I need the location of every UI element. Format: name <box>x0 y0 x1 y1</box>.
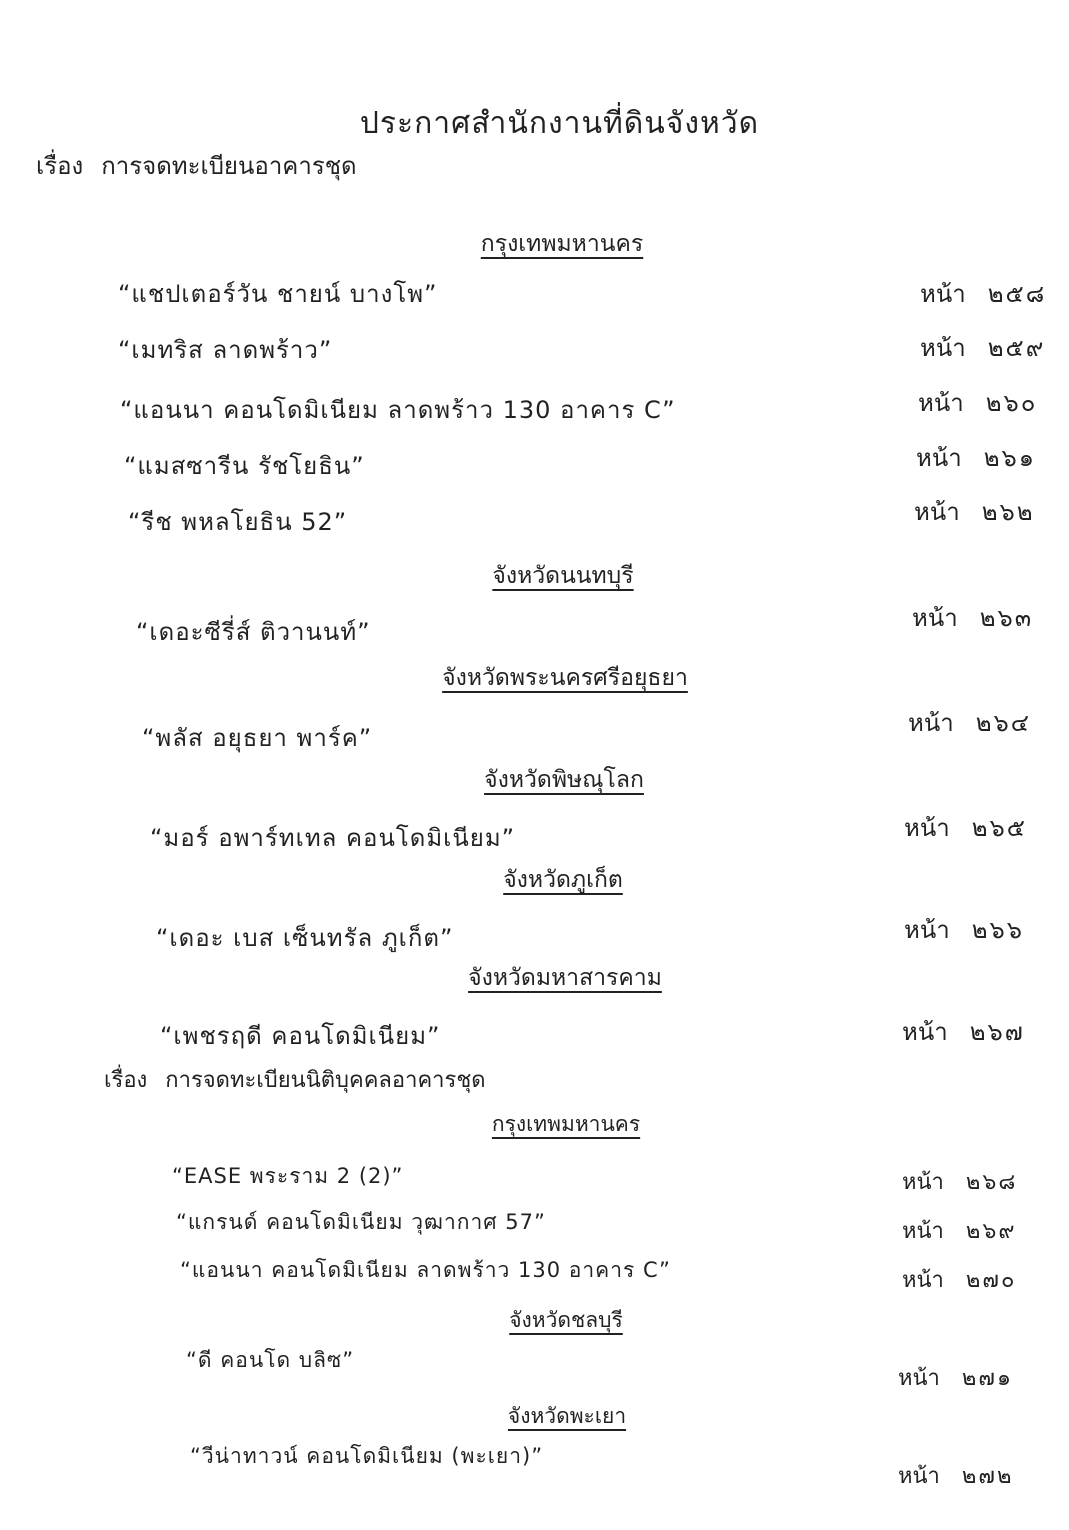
page-reference <box>902 1012 1025 1051</box>
page-word: หน้า <box>898 1464 940 1489</box>
page-number: ๒๗๐ <box>965 1268 1017 1293</box>
page-number: ๒๖๕ <box>971 814 1027 842</box>
province-heading: จังหวัดพระนครศรีอยุธยา <box>442 665 688 691</box>
page-reference <box>918 383 1037 422</box>
page-number: ๒๕๘ <box>987 280 1047 308</box>
entry-name: “พลัส อยุธยา พาร์ค” <box>142 724 373 752</box>
page-number: ๒๖๘ <box>965 1170 1018 1195</box>
entry-name: “แอนนา คอนโดมิเนียม ลาดพร้าว 130 อาคาร C” <box>120 396 676 424</box>
page-word: หน้า <box>902 1219 944 1244</box>
page-word: หน้า <box>912 604 958 632</box>
page-reference <box>904 808 1027 847</box>
page-number: ๒๖๔ <box>975 709 1031 737</box>
entry-name: “แกรนด์ คอนโดมิเนียม วุฒากาศ 57” <box>176 1210 546 1234</box>
entry-name: “ดี คอนโด บลิซ” <box>186 1348 355 1372</box>
page-word: หน้า <box>902 1268 944 1293</box>
province-heading: จังหวัดภูเก็ต <box>503 867 623 893</box>
page-reference <box>916 438 1036 477</box>
page-reference <box>902 1164 1017 1199</box>
province-heading: จังหวัดชลบุรี <box>509 1308 623 1332</box>
entry-name: “รีช พหลโยธิน 52” <box>128 508 348 536</box>
page-number: ๒๖๓ <box>979 604 1034 632</box>
page-number: ๒๗๒ <box>961 1464 1014 1489</box>
page-reference <box>914 492 1035 531</box>
page-word: หน้า <box>902 1018 948 1046</box>
page-word: หน้า <box>902 1170 944 1195</box>
page-number: ๒๖๒ <box>981 498 1035 526</box>
page-reference <box>912 598 1033 637</box>
page-word: หน้า <box>898 1366 940 1391</box>
page-word: หน้า <box>908 709 954 737</box>
province-heading: จังหวัดมหาสารคาม <box>468 965 662 991</box>
province-heading: จังหวัดพิษณุโลก <box>484 767 644 793</box>
entry-name: “แชปเตอร์วัน ชายน์ บางโพ” <box>118 280 438 308</box>
page-word: หน้า <box>920 280 966 308</box>
entry-name: “มอร์ อพาร์ทเทล คอนโดมิเนียม” <box>150 824 516 852</box>
subject-text: การจดทะเบียนนิติบุคคลอาคารชุด <box>165 1068 486 1093</box>
page-word: หน้า <box>918 389 964 417</box>
entry-name: “เมทริส ลาดพร้าว” <box>118 336 333 364</box>
subject-label: เรื่อง <box>104 1068 148 1093</box>
page-number: ๒๗๑ <box>961 1366 1013 1391</box>
page-reference <box>920 274 1046 313</box>
province-heading: กรุงเทพมหานคร <box>491 1112 641 1136</box>
page-number: ๒๖๐ <box>985 389 1038 417</box>
entry-name: “แมสซารีน รัชโยธิน” <box>124 452 365 480</box>
entry-name: “เดอะซีรี่ส์ ติวานนท์” <box>136 618 371 646</box>
entry-name: “เพชรฤดี คอนโดมิเนียม” <box>160 1022 441 1050</box>
page-reference <box>902 1262 1016 1297</box>
page-word: หน้า <box>916 444 962 472</box>
entry-name: “EASE พระราม 2 (2)” <box>172 1164 404 1188</box>
page-word: หน้า <box>914 498 960 526</box>
page-number: ๒๖๖ <box>971 916 1024 944</box>
page-reference <box>908 703 1031 742</box>
entry-name: “แอนนา คอนโดมิเนียม ลาดพร้าว 130 อาคาร C” <box>180 1258 671 1282</box>
page-number: ๒๕๙ <box>987 334 1046 362</box>
subject-label: เรื่อง <box>36 152 84 180</box>
subject-line-juristic-person-registration <box>104 1062 486 1097</box>
subject-line-condo-registration <box>36 146 357 185</box>
page-word: หน้า <box>904 814 950 842</box>
province-heading: กรุงเทพมหานคร <box>480 231 644 257</box>
page-word: หน้า <box>904 916 950 944</box>
entry-name: “วีน่าทาวน์ คอนโดมิเนียม (พะเยา)” <box>190 1444 544 1468</box>
province-heading: จังหวัดพะเยา <box>507 1404 627 1428</box>
province-heading: จังหวัดนนทบุรี <box>492 563 634 589</box>
page-reference <box>904 910 1024 949</box>
page-number: ๒๖๗ <box>969 1018 1025 1046</box>
entry-name: “เดอะ เบส เซ็นทรัล ภูเก็ต” <box>156 924 454 952</box>
page-number: ๒๖๑ <box>983 444 1036 472</box>
subject-text: การจดทะเบียนอาคารชุด <box>101 152 357 180</box>
page-word: หน้า <box>920 334 966 362</box>
page-reference <box>902 1213 1017 1248</box>
page-reference <box>898 1360 1013 1395</box>
page-reference <box>898 1458 1013 1493</box>
page-number: ๒๖๙ <box>965 1219 1017 1244</box>
page-reference <box>920 328 1045 367</box>
page-title: ประกาศสำนักงานที่ดินจังหวัด <box>359 106 760 141</box>
